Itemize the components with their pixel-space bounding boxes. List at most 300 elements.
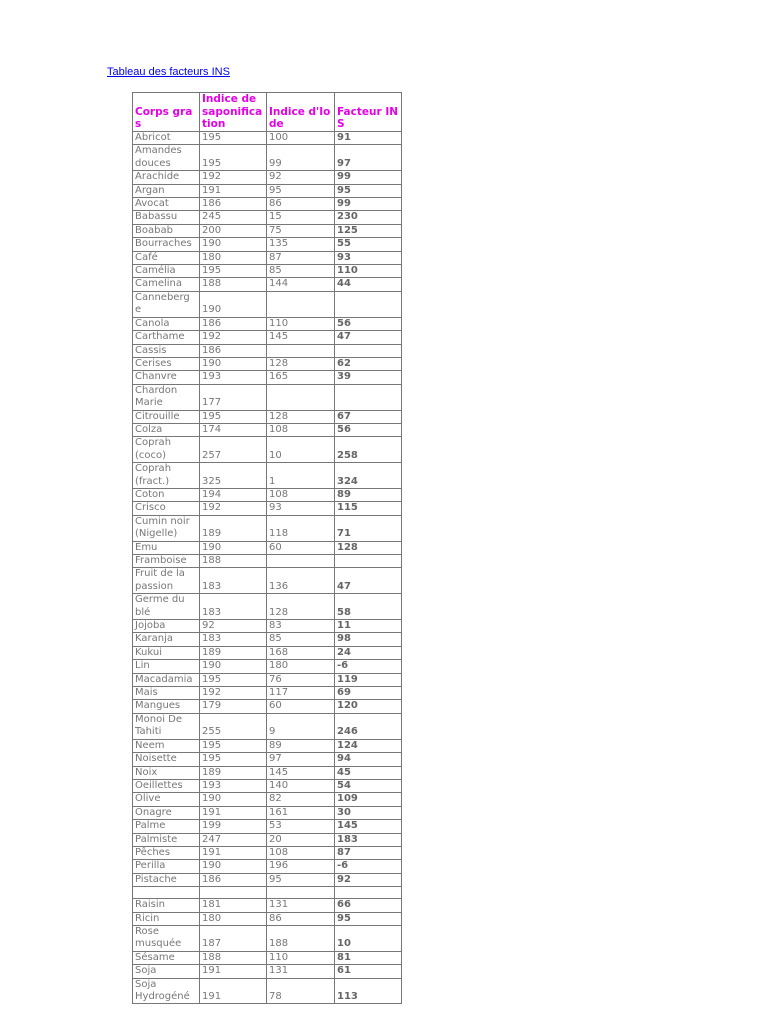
cell-facteur-ins: 128 xyxy=(335,541,402,554)
cell-corps-gras xyxy=(133,171,200,184)
corps-gras-line: e xyxy=(135,304,142,316)
corps-gras-line: Chardon xyxy=(135,384,178,396)
cell-facteur-ins: 87 xyxy=(335,846,402,859)
cell-corps-gras xyxy=(133,568,200,594)
cell-facteur-ins: 71 xyxy=(335,515,402,541)
cell-saponification: 192 xyxy=(200,171,267,184)
cell-iode xyxy=(267,384,335,410)
cell-corps-gras xyxy=(133,555,200,568)
cell-corps-gras xyxy=(133,820,200,833)
table-row xyxy=(133,251,402,264)
cell-corps-gras xyxy=(133,753,200,766)
table-row xyxy=(133,488,402,501)
cell-facteur-ins: 109 xyxy=(335,793,402,806)
corps-gras-line: Olive xyxy=(135,793,161,805)
corps-gras-line: Noix xyxy=(135,766,158,778)
table-row xyxy=(133,806,402,819)
cell-saponification: 192 xyxy=(200,502,267,515)
cell-facteur-ins: 89 xyxy=(335,488,402,501)
cell-iode: 89 xyxy=(267,739,335,752)
cell-saponification: 195 xyxy=(200,265,267,278)
cell-corps-gras xyxy=(133,846,200,859)
table-row xyxy=(133,371,402,384)
table-row xyxy=(133,820,402,833)
cell-corps-gras xyxy=(133,238,200,251)
corps-gras-line: Mais xyxy=(135,687,158,699)
cell-saponification: 192 xyxy=(200,331,267,344)
cell-corps-gras xyxy=(133,912,200,925)
ins-table xyxy=(132,92,402,1004)
cell-iode: 145 xyxy=(267,766,335,779)
cell-iode: 196 xyxy=(267,860,335,873)
cell-iode: 95 xyxy=(267,873,335,886)
corps-gras-line: Lin xyxy=(135,660,150,672)
cell-facteur-ins: 95 xyxy=(335,912,402,925)
cell-facteur-ins xyxy=(335,555,402,568)
cell-saponification: 189 xyxy=(200,515,267,541)
cell-saponification: 195 xyxy=(200,739,267,752)
cell-iode: 128 xyxy=(267,410,335,423)
table-row xyxy=(133,860,402,873)
corps-gras-line: Canola xyxy=(135,317,170,329)
table-row xyxy=(133,410,402,423)
cell-corps-gras xyxy=(133,620,200,633)
cell-facteur-ins: 11 xyxy=(335,620,402,633)
cell-facteur-ins: 66 xyxy=(335,899,402,912)
corps-gras-line: Avocat xyxy=(135,198,169,210)
corps-gras-line: Citrouille xyxy=(135,410,180,422)
corps-gras-line: Bourraches xyxy=(135,238,192,250)
cell-iode: 85 xyxy=(267,265,335,278)
cell-saponification: 187 xyxy=(200,925,267,951)
cell-facteur-ins: 113 xyxy=(335,978,402,1004)
cell-saponification: 183 xyxy=(200,594,267,620)
cell-facteur-ins: 183 xyxy=(335,833,402,846)
cell-facteur-ins: 93 xyxy=(335,251,402,264)
cell-saponification xyxy=(200,887,267,899)
corps-gras-line: Germe du xyxy=(135,594,185,606)
cell-saponification: 186 xyxy=(200,873,267,886)
cell-facteur-ins: 99 xyxy=(335,198,402,211)
cell-saponification: 92 xyxy=(200,620,267,633)
cell-iode: 110 xyxy=(267,317,335,330)
cell-facteur-ins: 39 xyxy=(335,371,402,384)
corps-gras-line: Pistache xyxy=(135,873,177,885)
cell-saponification: 191 xyxy=(200,184,267,197)
table-row xyxy=(133,145,402,171)
corps-gras-line: Onagre xyxy=(135,806,172,818)
cell-facteur-ins: 246 xyxy=(335,713,402,739)
cell-iode: 15 xyxy=(267,211,335,224)
cell-iode: 144 xyxy=(267,278,335,291)
table-row xyxy=(133,238,402,251)
corps-gras-line: Cumin noir xyxy=(135,515,190,527)
cell-corps-gras xyxy=(133,317,200,330)
cell-saponification: 190 xyxy=(200,238,267,251)
table-row xyxy=(133,673,402,686)
table-row xyxy=(133,568,402,594)
table-row xyxy=(133,291,402,317)
cell-saponification: 190 xyxy=(200,357,267,370)
cell-facteur-ins: 67 xyxy=(335,410,402,423)
cell-corps-gras xyxy=(133,265,200,278)
cell-saponification: 195 xyxy=(200,753,267,766)
table-row xyxy=(133,793,402,806)
table-row xyxy=(133,912,402,925)
cell-saponification: 245 xyxy=(200,211,267,224)
cell-facteur-ins: 98 xyxy=(335,633,402,646)
cell-facteur-ins: 56 xyxy=(335,317,402,330)
cell-iode: 188 xyxy=(267,925,335,951)
table-row xyxy=(133,753,402,766)
corps-gras-line: Sésame xyxy=(135,951,175,963)
table-row xyxy=(133,873,402,886)
table-row xyxy=(133,594,402,620)
cell-corps-gras xyxy=(133,779,200,792)
cell-facteur-ins: 145 xyxy=(335,820,402,833)
cell-iode: 108 xyxy=(267,846,335,859)
cell-corps-gras xyxy=(133,291,200,317)
cell-saponification: 255 xyxy=(200,713,267,739)
cell-saponification: 192 xyxy=(200,687,267,700)
cell-iode: 1 xyxy=(267,463,335,489)
cell-iode: 78 xyxy=(267,978,335,1004)
table-row xyxy=(133,965,402,978)
cell-facteur-ins: 62 xyxy=(335,357,402,370)
corps-gras-line: Oeillettes xyxy=(135,779,183,791)
corps-gras-line: Kukui xyxy=(135,646,162,658)
cell-corps-gras xyxy=(133,713,200,739)
cell-facteur-ins: 61 xyxy=(335,965,402,978)
cell-saponification: 186 xyxy=(200,344,267,357)
cell-iode: 117 xyxy=(267,687,335,700)
cell-facteur-ins: 58 xyxy=(335,594,402,620)
cell-facteur-ins xyxy=(335,344,402,357)
cell-facteur-ins: 69 xyxy=(335,687,402,700)
cell-iode: 60 xyxy=(267,700,335,713)
cell-facteur-ins xyxy=(335,291,402,317)
cell-iode: 135 xyxy=(267,238,335,251)
cell-saponification: 183 xyxy=(200,633,267,646)
table-row xyxy=(133,660,402,673)
cell-facteur-ins: 30 xyxy=(335,806,402,819)
cell-saponification: 188 xyxy=(200,278,267,291)
table-row xyxy=(133,344,402,357)
cell-facteur-ins: 230 xyxy=(335,211,402,224)
cell-iode: 53 xyxy=(267,820,335,833)
title-link[interactable]: Tableau des facteurs INS xyxy=(107,66,230,78)
table-row xyxy=(133,766,402,779)
cell-facteur-ins: 125 xyxy=(335,224,402,237)
cell-corps-gras xyxy=(133,515,200,541)
corps-gras-line: Ricin xyxy=(135,912,160,924)
cell-iode: 165 xyxy=(267,371,335,384)
cell-iode: 128 xyxy=(267,594,335,620)
cell-facteur-ins: 45 xyxy=(335,766,402,779)
cell-iode: 180 xyxy=(267,660,335,673)
cell-corps-gras xyxy=(133,198,200,211)
cell-corps-gras xyxy=(133,488,200,501)
cell-iode: 95 xyxy=(267,184,335,197)
cell-facteur-ins xyxy=(335,384,402,410)
cell-corps-gras xyxy=(133,687,200,700)
corps-gras-line: Carthame xyxy=(135,331,185,343)
table-row xyxy=(133,713,402,739)
corps-gras-line: Colza xyxy=(135,423,163,435)
table-row xyxy=(133,899,402,912)
table-row xyxy=(133,265,402,278)
cell-saponification: 174 xyxy=(200,423,267,436)
corps-gras-line: Soja xyxy=(135,965,157,977)
table-row xyxy=(133,184,402,197)
cell-corps-gras xyxy=(133,437,200,463)
cell-iode: 108 xyxy=(267,423,335,436)
table-row xyxy=(133,317,402,330)
corps-gras-line: Arachide xyxy=(135,171,180,183)
cell-saponification: 191 xyxy=(200,965,267,978)
table-row xyxy=(133,555,402,568)
cell-corps-gras xyxy=(133,132,200,145)
cell-saponification: 195 xyxy=(200,410,267,423)
corps-gras-line: Perilla xyxy=(135,860,166,872)
cell-facteur-ins: 94 xyxy=(335,753,402,766)
cell-corps-gras xyxy=(133,502,200,515)
corps-gras-line: Coton xyxy=(135,488,165,500)
cell-iode: 82 xyxy=(267,793,335,806)
cell-corps-gras xyxy=(133,463,200,489)
corps-gras-line: Café xyxy=(135,251,158,263)
cell-saponification: 193 xyxy=(200,371,267,384)
cell-facteur-ins: 81 xyxy=(335,951,402,964)
table-header-row xyxy=(133,93,402,132)
cell-facteur-ins: -6 xyxy=(335,860,402,873)
table-row xyxy=(133,278,402,291)
cell-iode xyxy=(267,344,335,357)
cell-iode: 99 xyxy=(267,145,335,171)
cell-corps-gras xyxy=(133,887,200,899)
cell-iode: 118 xyxy=(267,515,335,541)
cell-iode: 168 xyxy=(267,646,335,659)
cell-saponification: 189 xyxy=(200,646,267,659)
cell-iode: 10 xyxy=(267,437,335,463)
cell-corps-gras xyxy=(133,371,200,384)
table-row xyxy=(133,132,402,145)
corps-gras-line: Cassis xyxy=(135,344,167,356)
cell-saponification: 191 xyxy=(200,846,267,859)
cell-facteur-ins: 24 xyxy=(335,646,402,659)
cell-corps-gras xyxy=(133,700,200,713)
corps-gras-line: Emu xyxy=(135,541,158,553)
corps-gras-line: (coco) xyxy=(135,449,167,461)
cell-saponification: 177 xyxy=(200,384,267,410)
cell-saponification: 188 xyxy=(200,555,267,568)
table-row xyxy=(133,779,402,792)
cell-corps-gras xyxy=(133,594,200,620)
cell-saponification: 193 xyxy=(200,779,267,792)
cell-saponification: 200 xyxy=(200,224,267,237)
table-row xyxy=(133,331,402,344)
cell-saponification: 181 xyxy=(200,899,267,912)
corps-gras-line: Palme xyxy=(135,820,166,832)
cell-iode: 76 xyxy=(267,673,335,686)
header-indice-saponification: Indice de saponification xyxy=(200,93,267,132)
cell-iode: 20 xyxy=(267,833,335,846)
table-row xyxy=(133,171,402,184)
table-row xyxy=(133,739,402,752)
cell-facteur-ins: 95 xyxy=(335,184,402,197)
corps-gras-line: Noisette xyxy=(135,753,177,765)
cell-corps-gras xyxy=(133,739,200,752)
corps-gras-line: Abricot xyxy=(135,132,171,143)
table-row xyxy=(133,700,402,713)
cell-corps-gras xyxy=(133,978,200,1004)
table-row xyxy=(133,384,402,410)
cell-iode: 9 xyxy=(267,713,335,739)
table-row xyxy=(133,198,402,211)
corps-gras-line: Jojoba xyxy=(135,620,166,632)
corps-gras-line: Boabab xyxy=(135,224,173,236)
table-row xyxy=(133,357,402,370)
cell-corps-gras xyxy=(133,145,200,171)
cell-saponification: 325 xyxy=(200,463,267,489)
cell-iode: 86 xyxy=(267,912,335,925)
cell-saponification: 190 xyxy=(200,291,267,317)
cell-corps-gras xyxy=(133,793,200,806)
cell-saponification: 195 xyxy=(200,132,267,145)
cell-iode: 97 xyxy=(267,753,335,766)
table-row xyxy=(133,541,402,554)
cell-saponification: 188 xyxy=(200,951,267,964)
corps-gras-line: Hydrogéné xyxy=(135,991,190,1002)
cell-corps-gras xyxy=(133,766,200,779)
corps-gras-line: Chanvre xyxy=(135,371,177,383)
cell-corps-gras xyxy=(133,806,200,819)
table-row xyxy=(133,620,402,633)
corps-gras-line: Neem xyxy=(135,739,165,751)
corps-gras-line: musquée xyxy=(135,938,182,950)
cell-iode: 161 xyxy=(267,806,335,819)
cell-corps-gras xyxy=(133,899,200,912)
cell-iode: 145 xyxy=(267,331,335,344)
cell-saponification: 186 xyxy=(200,317,267,330)
cell-facteur-ins: 56 xyxy=(335,423,402,436)
cell-iode xyxy=(267,291,335,317)
cell-corps-gras xyxy=(133,660,200,673)
cell-facteur-ins: 44 xyxy=(335,278,402,291)
cell-facteur-ins: 54 xyxy=(335,779,402,792)
cell-iode: 131 xyxy=(267,899,335,912)
cell-facteur-ins: 10 xyxy=(335,925,402,951)
corps-gras-line: Amandes xyxy=(135,145,182,157)
header-facteur-ins: Facteur INS xyxy=(335,93,402,132)
header-corps-gras: Corps gras xyxy=(133,93,200,132)
cell-saponification: 189 xyxy=(200,766,267,779)
cell-facteur-ins: 115 xyxy=(335,502,402,515)
cell-iode: 140 xyxy=(267,779,335,792)
cell-corps-gras xyxy=(133,633,200,646)
table-row xyxy=(133,463,402,489)
corps-gras-line: Canneberg xyxy=(135,291,190,303)
cell-corps-gras xyxy=(133,224,200,237)
cell-corps-gras xyxy=(133,357,200,370)
table-row xyxy=(133,978,402,1004)
cell-facteur-ins: 47 xyxy=(335,568,402,594)
table-row xyxy=(133,687,402,700)
corps-gras-line: Cerises xyxy=(135,357,172,369)
cell-saponification: 190 xyxy=(200,860,267,873)
cell-iode: 110 xyxy=(267,951,335,964)
cell-saponification: 179 xyxy=(200,700,267,713)
cell-saponification: 190 xyxy=(200,660,267,673)
cell-saponification: 199 xyxy=(200,820,267,833)
cell-facteur-ins xyxy=(335,887,402,899)
cell-saponification: 195 xyxy=(200,673,267,686)
cell-facteur-ins: 119 xyxy=(335,673,402,686)
table-row xyxy=(133,846,402,859)
corps-gras-line: Raisin xyxy=(135,899,165,911)
cell-saponification: 190 xyxy=(200,793,267,806)
cell-saponification: 183 xyxy=(200,568,267,594)
table-row xyxy=(133,925,402,951)
cell-corps-gras xyxy=(133,423,200,436)
cell-saponification: 186 xyxy=(200,198,267,211)
cell-saponification: 247 xyxy=(200,833,267,846)
cell-facteur-ins: 99 xyxy=(335,171,402,184)
corps-gras-line: (fract.) xyxy=(135,475,170,487)
cell-corps-gras xyxy=(133,384,200,410)
corps-gras-line: passion xyxy=(135,580,174,592)
corps-gras-line: Coprah xyxy=(135,437,172,449)
cell-corps-gras xyxy=(133,184,200,197)
cell-corps-gras xyxy=(133,211,200,224)
cell-corps-gras xyxy=(133,410,200,423)
cell-facteur-ins: 324 xyxy=(335,463,402,489)
table-row xyxy=(133,515,402,541)
cell-saponification: 180 xyxy=(200,912,267,925)
cell-corps-gras xyxy=(133,925,200,951)
cell-saponification: 195 xyxy=(200,145,267,171)
cell-saponification: 191 xyxy=(200,806,267,819)
cell-facteur-ins: 97 xyxy=(335,145,402,171)
corps-gras-line: Palmiste xyxy=(135,833,178,845)
cell-iode xyxy=(267,555,335,568)
corps-gras-line: Fruit de la xyxy=(135,568,185,580)
corps-gras-line: Tahiti xyxy=(135,726,162,738)
cell-iode: 93 xyxy=(267,502,335,515)
corps-gras-line: Coprah xyxy=(135,463,172,475)
corps-gras-line: douces xyxy=(135,157,171,169)
table-row xyxy=(133,502,402,515)
corps-gras-line: Monoi De xyxy=(135,713,183,725)
corps-gras-line: Soja xyxy=(135,978,157,990)
cell-corps-gras xyxy=(133,344,200,357)
cell-corps-gras xyxy=(133,673,200,686)
cell-saponification: 257 xyxy=(200,437,267,463)
corps-gras-line: Pêches xyxy=(135,846,171,858)
cell-facteur-ins: 110 xyxy=(335,265,402,278)
cell-facteur-ins: 47 xyxy=(335,331,402,344)
table-row xyxy=(133,224,402,237)
table-row xyxy=(133,951,402,964)
cell-corps-gras xyxy=(133,873,200,886)
cell-facteur-ins: 120 xyxy=(335,700,402,713)
cell-corps-gras xyxy=(133,833,200,846)
corps-gras-line: Macadamia xyxy=(135,673,193,685)
cell-facteur-ins: 55 xyxy=(335,238,402,251)
cell-iode: 136 xyxy=(267,568,335,594)
header-indice-iode: Indice d'Iode xyxy=(267,93,335,132)
cell-corps-gras xyxy=(133,646,200,659)
